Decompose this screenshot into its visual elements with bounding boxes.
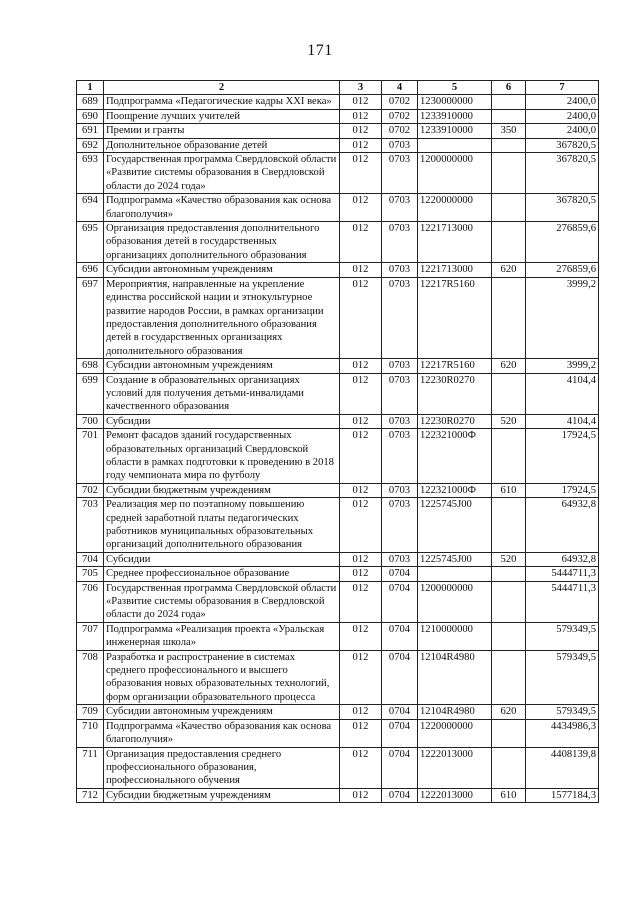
expense-type-cell: 620: [492, 263, 526, 277]
section-code-cell: 0704: [382, 788, 418, 802]
target-article-cell: 1200000000: [418, 581, 492, 622]
amount-cell: 276859,6: [526, 263, 599, 277]
row-number-cell: 690: [77, 109, 104, 123]
amount-cell: 17924,5: [526, 429, 599, 484]
ministry-code-cell: 012: [340, 483, 382, 497]
target-article-cell: 1233910000: [418, 109, 492, 123]
amount-cell: 367820,5: [526, 153, 599, 194]
expense-type-cell: 620: [492, 359, 526, 373]
table-row: [77, 705, 599, 719]
item-name-cell: Субсидии автономным учреждениям: [104, 263, 340, 277]
column-header: 1: [77, 81, 104, 95]
column-header: 5: [418, 81, 492, 95]
expense-type-cell: [492, 567, 526, 581]
expense-type-cell: 620: [492, 705, 526, 719]
expense-type-cell: [492, 153, 526, 194]
row-number-cell: 701: [77, 429, 104, 484]
expense-type-cell: [492, 747, 526, 788]
item-name-cell: Дополнительное образование детей: [104, 138, 340, 152]
row-number-cell: 700: [77, 414, 104, 428]
row-number-cell: 689: [77, 95, 104, 109]
ministry-code-cell: 012: [340, 109, 382, 123]
ministry-code-cell: 012: [340, 277, 382, 358]
ministry-code-cell: 012: [340, 705, 382, 719]
expense-type-cell: 520: [492, 414, 526, 428]
table-row: [77, 622, 599, 650]
table-row: [77, 222, 599, 263]
target-article-cell: 1221713000: [418, 263, 492, 277]
item-name-cell: Субсидии бюджетным учреждениям: [104, 483, 340, 497]
ministry-code-cell: 012: [340, 498, 382, 553]
item-name-cell: Подпрограмма «Качество образования как основа благополучия»: [104, 719, 340, 747]
row-number-cell: 707: [77, 622, 104, 650]
amount-cell: 3999,2: [526, 277, 599, 358]
target-article-cell: 12217R5160: [418, 277, 492, 358]
section-code-cell: 0703: [382, 483, 418, 497]
item-name-cell: Мероприятия, направленные на укрепление единства российской нации и этнокультурное развитие народов России, в рамках организации предоставления дополнительного образования детей в государственных организациях дополнительного образования: [104, 277, 340, 358]
row-number-cell: 705: [77, 567, 104, 581]
expense-type-cell: [492, 719, 526, 747]
target-article-cell: 12230R0270: [418, 414, 492, 428]
expense-type-cell: [492, 429, 526, 484]
amount-cell: 367820,5: [526, 138, 599, 152]
table-row: [77, 277, 599, 358]
amount-cell: 2400,0: [526, 124, 599, 138]
amount-cell: 4408139,8: [526, 747, 599, 788]
amount-cell: 2400,0: [526, 109, 599, 123]
table-row: [77, 373, 599, 414]
row-number-cell: 699: [77, 373, 104, 414]
ministry-code-cell: 012: [340, 581, 382, 622]
column-header: 7: [526, 81, 599, 95]
target-article-cell: 1210000000: [418, 622, 492, 650]
row-number-cell: 691: [77, 124, 104, 138]
ministry-code-cell: 012: [340, 622, 382, 650]
expense-type-cell: [492, 650, 526, 705]
amount-cell: 64932,8: [526, 498, 599, 553]
amount-cell: 579349,5: [526, 705, 599, 719]
expense-type-cell: [492, 277, 526, 358]
target-article-cell: 12217R5160: [418, 359, 492, 373]
section-code-cell: 0704: [382, 705, 418, 719]
section-code-cell: 0702: [382, 95, 418, 109]
ministry-code-cell: 012: [340, 414, 382, 428]
row-number-cell: 696: [77, 263, 104, 277]
ministry-code-cell: 012: [340, 788, 382, 802]
amount-cell: 2400,0: [526, 95, 599, 109]
amount-cell: 3999,2: [526, 359, 599, 373]
target-article-cell: 1221713000: [418, 222, 492, 263]
target-article-cell: 12104R4980: [418, 705, 492, 719]
target-article-cell: 1222013000: [418, 788, 492, 802]
ministry-code-cell: 012: [340, 747, 382, 788]
expense-type-cell: [492, 581, 526, 622]
expense-type-cell: [492, 498, 526, 553]
amount-cell: 276859,6: [526, 222, 599, 263]
table-row: [77, 552, 599, 566]
table-row: [77, 109, 599, 123]
table-row: [77, 263, 599, 277]
ministry-code-cell: 012: [340, 650, 382, 705]
row-number-cell: 710: [77, 719, 104, 747]
expense-type-cell: [492, 194, 526, 222]
ministry-code-cell: 012: [340, 552, 382, 566]
target-article-cell: 122321000Ф: [418, 483, 492, 497]
table-row: [77, 429, 599, 484]
row-number-cell: 702: [77, 483, 104, 497]
table-body: [77, 95, 599, 803]
row-number-cell: 709: [77, 705, 104, 719]
amount-cell: 4104,4: [526, 414, 599, 428]
target-article-cell: 12230R0270: [418, 373, 492, 414]
section-code-cell: 0703: [382, 414, 418, 428]
item-name-cell: Реализация мер по поэтапному повышению средней заработной платы педагогических работников муниципальных образовательных организаций дополнительного образования: [104, 498, 340, 553]
target-article-cell: 1222013000: [418, 747, 492, 788]
row-number-cell: 703: [77, 498, 104, 553]
expense-type-cell: [492, 222, 526, 263]
table-row: [77, 153, 599, 194]
table-row: [77, 747, 599, 788]
item-name-cell: Премии и гранты: [104, 124, 340, 138]
item-name-cell: Подпрограмма «Реализация проекта «Уральская инженерная школа»: [104, 622, 340, 650]
target-article-cell: 122321000Ф: [418, 429, 492, 484]
budget-table: [76, 80, 599, 803]
table-row: [77, 567, 599, 581]
section-code-cell: 0703: [382, 498, 418, 553]
expense-type-cell: [492, 373, 526, 414]
section-code-cell: 0703: [382, 263, 418, 277]
amount-cell: 64932,8: [526, 552, 599, 566]
table-row: [77, 650, 599, 705]
target-article-cell: 1220000000: [418, 194, 492, 222]
amount-cell: 17924,5: [526, 483, 599, 497]
amount-cell: 4104,4: [526, 373, 599, 414]
expense-type-cell: [492, 109, 526, 123]
row-number-cell: 693: [77, 153, 104, 194]
section-code-cell: 0702: [382, 124, 418, 138]
ministry-code-cell: 012: [340, 567, 382, 581]
item-name-cell: Создание в образовательных организациях условий для получения детьми-инвалидами качественного образования: [104, 373, 340, 414]
column-header: 3: [340, 81, 382, 95]
item-name-cell: Государственная программа Свердловской области «Развитие системы образования в Свердловской области до 2024 года»: [104, 581, 340, 622]
table-row: [77, 581, 599, 622]
row-number-cell: 695: [77, 222, 104, 263]
section-code-cell: 0703: [382, 277, 418, 358]
target-article-cell: 1225745J00: [418, 498, 492, 553]
table-row: [77, 788, 599, 802]
amount-cell: 1577184,3: [526, 788, 599, 802]
ministry-code-cell: 012: [340, 194, 382, 222]
section-code-cell: 0704: [382, 719, 418, 747]
item-name-cell: Субсидии автономным учреждениям: [104, 705, 340, 719]
item-name-cell: Субсидии автономным учреждениям: [104, 359, 340, 373]
table-row: [77, 359, 599, 373]
ministry-code-cell: 012: [340, 359, 382, 373]
ministry-code-cell: 012: [340, 95, 382, 109]
ministry-code-cell: 012: [340, 138, 382, 152]
section-code-cell: 0704: [382, 581, 418, 622]
item-name-cell: Подпрограмма «Качество образования как основа благополучия»: [104, 194, 340, 222]
amount-cell: 4434986,3: [526, 719, 599, 747]
row-number-cell: 698: [77, 359, 104, 373]
amount-cell: 367820,5: [526, 194, 599, 222]
section-code-cell: 0703: [382, 359, 418, 373]
section-code-cell: 0703: [382, 222, 418, 263]
item-name-cell: Организация предоставления среднего профессионального образования, профессионального обучения: [104, 747, 340, 788]
section-code-cell: 0703: [382, 429, 418, 484]
row-number-cell: 712: [77, 788, 104, 802]
section-code-cell: 0702: [382, 109, 418, 123]
section-code-cell: 0704: [382, 567, 418, 581]
ministry-code-cell: 012: [340, 124, 382, 138]
expense-type-cell: 350: [492, 124, 526, 138]
page-number: 171: [307, 42, 333, 59]
target-article-cell: 1225745J00: [418, 552, 492, 566]
section-code-cell: 0703: [382, 153, 418, 194]
table-row: [77, 124, 599, 138]
expense-type-cell: 610: [492, 788, 526, 802]
ministry-code-cell: 012: [340, 153, 382, 194]
target-article-cell: [418, 567, 492, 581]
expense-type-cell: [492, 622, 526, 650]
item-name-cell: Субсидии: [104, 414, 340, 428]
expense-type-cell: 610: [492, 483, 526, 497]
item-name-cell: Субсидии бюджетным учреждениям: [104, 788, 340, 802]
section-code-cell: 0703: [382, 552, 418, 566]
target-article-cell: 12104R4980: [418, 650, 492, 705]
column-header: 6: [492, 81, 526, 95]
column-header: 4: [382, 81, 418, 95]
row-number-cell: 711: [77, 747, 104, 788]
row-number-cell: 697: [77, 277, 104, 358]
ministry-code-cell: 012: [340, 263, 382, 277]
target-article-cell: 1230000000: [418, 95, 492, 109]
column-header: 2: [104, 81, 340, 95]
ministry-code-cell: 012: [340, 222, 382, 263]
item-name-cell: Ремонт фасадов зданий государственных образовательных организаций Свердловской области в рамках подготовки к проведению в 2018 году чемпионата мира по футболу: [104, 429, 340, 484]
expense-type-cell: 520: [492, 552, 526, 566]
amount-cell: 5444711,3: [526, 581, 599, 622]
section-code-cell: 0704: [382, 622, 418, 650]
item-name-cell: Поощрение лучших учителей: [104, 109, 340, 123]
row-number-cell: 708: [77, 650, 104, 705]
table-row: [77, 194, 599, 222]
ministry-code-cell: 012: [340, 719, 382, 747]
target-article-cell: 1220000000: [418, 719, 492, 747]
item-name-cell: Организация предоставления дополнительного образования детей в государственных организациях дополнительного образования: [104, 222, 340, 263]
expense-type-cell: [492, 95, 526, 109]
ministry-code-cell: 012: [340, 373, 382, 414]
ministry-code-cell: 012: [340, 429, 382, 484]
item-name-cell: Среднее профессиональное образование: [104, 567, 340, 581]
section-code-cell: 0703: [382, 138, 418, 152]
table-row: [77, 498, 599, 553]
item-name-cell: Разработка и распространение в системах среднего профессионального и высшего образования новых образовательных технологий, форм организации образовательного процесса: [104, 650, 340, 705]
row-number-cell: 706: [77, 581, 104, 622]
row-number-cell: 692: [77, 138, 104, 152]
expense-type-cell: [492, 138, 526, 152]
header-row: [77, 81, 599, 95]
table-row: [77, 483, 599, 497]
amount-cell: 579349,5: [526, 622, 599, 650]
section-code-cell: 0704: [382, 650, 418, 705]
item-name-cell: Подпрограмма «Педагогические кадры XXI века»: [104, 95, 340, 109]
target-article-cell: [418, 138, 492, 152]
table-row: [77, 719, 599, 747]
item-name-cell: Государственная программа Свердловской области «Развитие системы образования в Свердловской области до 2024 года»: [104, 153, 340, 194]
section-code-cell: 0704: [382, 747, 418, 788]
row-number-cell: 704: [77, 552, 104, 566]
table-row: [77, 414, 599, 428]
section-code-cell: 0703: [382, 373, 418, 414]
table-row: [77, 138, 599, 152]
item-name-cell: Субсидии: [104, 552, 340, 566]
amount-cell: 5444711,3: [526, 567, 599, 581]
target-article-cell: 1233910000: [418, 124, 492, 138]
table-row: [77, 95, 599, 109]
row-number-cell: 694: [77, 194, 104, 222]
amount-cell: 579349,5: [526, 650, 599, 705]
target-article-cell: 1200000000: [418, 153, 492, 194]
section-code-cell: 0703: [382, 194, 418, 222]
